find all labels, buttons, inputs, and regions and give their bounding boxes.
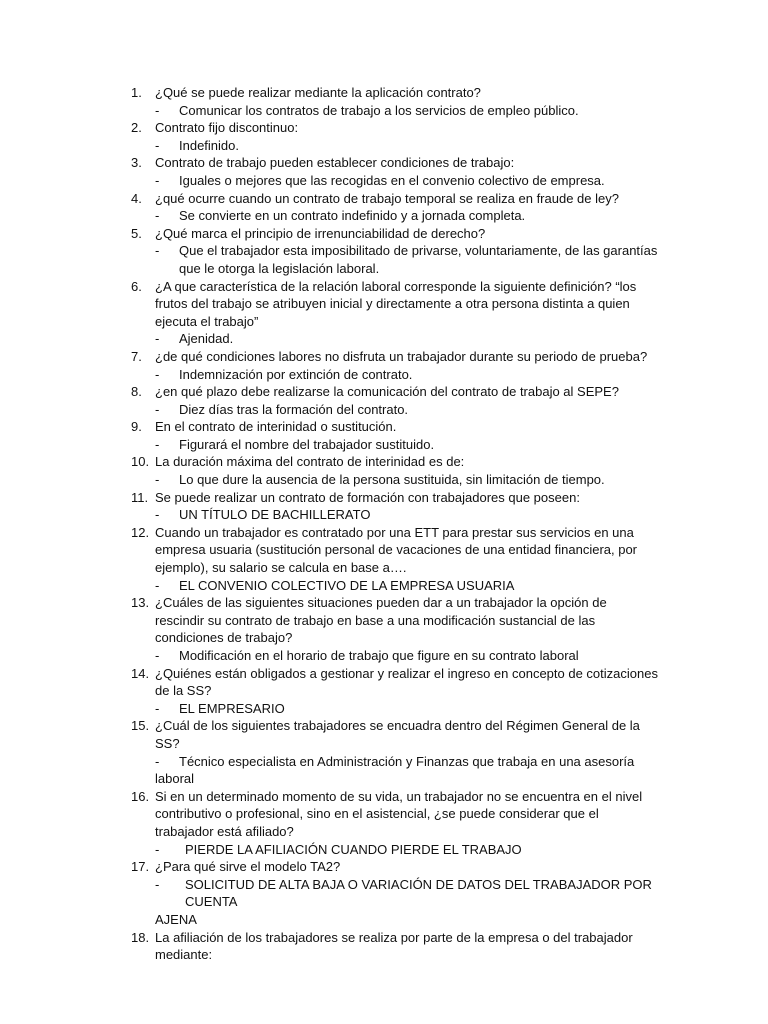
question-number: 12. — [131, 524, 150, 540]
question-text: ¿Cuáles de las siguientes situaciones pueden dar a un trabajador la opción de rescindir su contrato de trabajo en base a una modificación sustancial de las condiciones de trabajo? — [155, 595, 607, 646]
question-item — [131, 278, 659, 348]
answer-text: Lo que dure la ausencia de la persona sustituida, sin limitación de tiempo. — [179, 472, 605, 488]
question-text: En el contrato de interinidad o sustitución. — [155, 419, 397, 435]
answer-dash: - — [155, 753, 160, 769]
question-text: Se puede realizar un contrato de formación con trabajadores que poseen: — [155, 489, 580, 505]
answer-dash: - — [155, 648, 160, 663]
question-text: ¿Cuál de los siguientes trabajadores se encuadra dentro del Régimen General de la SS? — [155, 718, 640, 751]
answer-dash: - — [155, 366, 160, 382]
question-text: ¿qué ocurre cuando un contrato de trabajo temporal se realiza en fraude de ley? — [155, 190, 619, 206]
answer-dash: - — [155, 331, 160, 347]
question-text: ¿de qué condiciones labores no disfruta un trabajador durante su periodo de prueba? — [155, 348, 648, 364]
answer-dash: - — [155, 841, 160, 857]
question-text: Cuando un trabajador es contratado por una ETT para prestar sus servicios en una empresa usuaria (sustitución personal de vacaciones de una entidad financiera, por ejemplo), su salario se calcula en base a…. — [155, 524, 638, 576]
answer-dash: - — [155, 172, 160, 188]
answer-text: Que el trabajador esta imposibilitado de privarse, voluntariamente, de las garantías que le otorga la legislación laboral. — [179, 243, 658, 276]
question-item — [131, 717, 659, 787]
question-item — [131, 453, 659, 488]
question-text: ¿Qué se puede realizar mediante la aplicación contrato? — [155, 85, 481, 100]
answer-text: Ajenidad. — [179, 331, 234, 347]
answer-text-continuation: AJENA — [155, 911, 197, 927]
question-text: ¿Para qué sirve el modelo TA2? — [155, 859, 341, 875]
answer-text: SOLICITUD DE ALTA BAJA O VARIACIÓN DE DATOS DEL TRABAJADOR POR CUENTA — [185, 876, 652, 910]
question-number: 6. — [131, 278, 142, 294]
answer-line — [131, 242, 659, 277]
answer-dash: - — [155, 436, 160, 452]
answer-text: UN TÍTULO DE BACHILLERATO — [179, 507, 371, 523]
question-number: 7. — [131, 348, 142, 364]
answer-text: Diez días tras la formación del contrato. — [179, 401, 409, 417]
question-text: ¿Qué marca el principio de irrenunciabilidad de derecho? — [155, 225, 486, 241]
answer-dash: - — [155, 507, 160, 523]
answer-text: Se convierte en un contrato indefinido y a jornada completa. — [179, 208, 526, 224]
answer-line — [131, 700, 659, 718]
question-item — [131, 154, 659, 189]
answer-line — [131, 102, 659, 120]
answer-dash: - — [155, 243, 160, 259]
answer-line — [131, 330, 659, 348]
question-number: 8. — [131, 384, 142, 400]
answer-line — [131, 436, 659, 454]
answer-line — [131, 506, 659, 524]
answer-dash: - — [155, 137, 160, 153]
answer-text: Iguales o mejores que las recogidas en el convenio colectivo de empresa. — [179, 172, 605, 188]
question-list — [131, 84, 659, 964]
answer-dash: - — [155, 208, 160, 224]
question-item — [131, 665, 659, 718]
question-number: 10. — [131, 454, 150, 470]
answer-text: Indefinido. — [179, 137, 239, 153]
answer-line — [131, 841, 659, 859]
question-item — [131, 594, 659, 664]
answer-line — [131, 647, 659, 665]
question-text: La afiliación de los trabajadores se realiza por parte de la empresa o del trabajador mediante: — [155, 929, 633, 963]
answer-line — [131, 207, 659, 225]
question-text: Si en un determinado momento de su vida, un trabajador no se encuentra en el nivel contributivo o profesional, sino en el asistencial, ¿se puede considerar que el trabajador está afiliado? — [155, 788, 643, 839]
question-number: 4. — [131, 190, 142, 206]
answer-line — [131, 366, 659, 384]
question-item — [131, 858, 659, 928]
question-number: 9. — [131, 419, 142, 435]
answer-text: Indemnización por extinción de contrato. — [179, 366, 413, 382]
answer-dash: - — [155, 577, 160, 593]
question-text: Contrato de trabajo pueden establecer condiciones de trabajo: — [155, 155, 515, 171]
answer-line — [131, 172, 659, 190]
question-text: ¿en qué plazo debe realizarse la comunicación del contrato de trabajo al SEPE? — [155, 384, 619, 400]
question-item — [131, 418, 659, 453]
question-text: ¿A que característica de la relación laboral corresponde la siguiente definición? “los frutos del trabajo se atribuyen inicial y directamente a otra persona distinta a quien ejecuta el trabajo” — [155, 278, 637, 329]
answer-dash: - — [155, 876, 160, 892]
answer-dash: - — [155, 700, 160, 716]
question-number: 1. — [131, 85, 142, 100]
question-text: Contrato fijo discontinuo: — [155, 120, 299, 136]
answer-line — [131, 401, 659, 419]
answer-text: EL EMPRESARIO — [179, 700, 285, 716]
answer-line — [131, 471, 659, 489]
question-item — [131, 119, 659, 154]
question-number: 18. — [131, 929, 150, 945]
question-item — [131, 348, 659, 383]
question-item — [131, 383, 659, 418]
answer-dash: - — [155, 472, 160, 488]
answer-dash: - — [155, 401, 160, 417]
question-item — [131, 929, 659, 964]
question-item — [131, 84, 659, 119]
answer-text: Comunicar los contratos de trabajo a los servicios de empleo público. — [179, 102, 579, 118]
question-number: 13. — [131, 595, 150, 611]
answer-text: Técnico especialista en Administración y Finanzas que trabaja en una asesoría — [179, 753, 635, 769]
question-item — [131, 489, 659, 524]
question-number: 15. — [131, 718, 150, 734]
question-item — [131, 225, 659, 278]
question-number: 17. — [131, 859, 150, 875]
answer-text-continuation: laboral — [155, 771, 195, 787]
question-item — [131, 190, 659, 225]
question-number: 5. — [131, 225, 142, 241]
question-number: 11. — [131, 489, 149, 505]
question-number: 14. — [131, 665, 150, 681]
question-number: 2. — [131, 120, 142, 136]
question-text: La duración máxima del contrato de interinidad es de: — [155, 454, 465, 470]
answer-text: Figurará el nombre del trabajador sustituido. — [179, 436, 435, 452]
question-number: 3. — [131, 155, 142, 171]
answer-line — [131, 876, 659, 929]
answer-line — [131, 137, 659, 155]
answer-text: EL CONVENIO COLECTIVO DE LA EMPRESA USUARIA — [179, 577, 515, 593]
answer-dash: - — [155, 102, 160, 118]
answer-line — [131, 753, 659, 788]
question-item — [131, 524, 659, 594]
answer-text: Modificación en el horario de trabajo que figure en su contrato laboral — [179, 648, 579, 663]
answer-text: PIERDE LA AFILIACIÓN CUANDO PIERDE EL TRABAJO — [185, 841, 522, 857]
question-number: 16. — [131, 788, 150, 804]
answer-line — [131, 577, 659, 595]
question-item — [131, 788, 659, 858]
question-text: ¿Quiénes están obligados a gestionar y realizar el ingreso en concepto de cotizaciones de la SS? — [155, 665, 658, 699]
